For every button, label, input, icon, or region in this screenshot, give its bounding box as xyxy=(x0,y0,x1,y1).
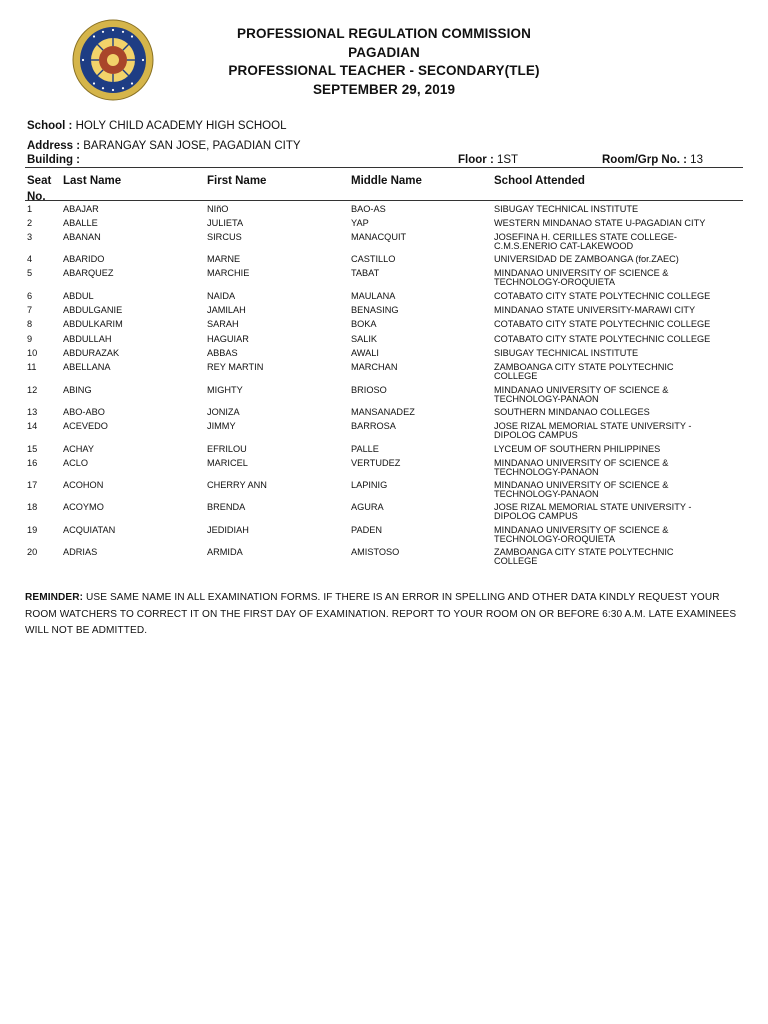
school-attended xyxy=(494,349,638,358)
reminder-label: REMINDER: xyxy=(25,592,84,603)
middle-name: PALLE xyxy=(351,444,379,454)
prc-seal-logo xyxy=(72,19,154,101)
school-line-1: JOSEFINA H. CERILLES STATE COLLEGE- xyxy=(494,232,677,242)
seat-no: 13 xyxy=(27,407,38,417)
floor-value: 1ST xyxy=(496,154,519,166)
exam-title: PROFESSIONAL TEACHER - SECONDARY(TLE) xyxy=(228,63,540,78)
seat-no: 20 xyxy=(27,547,38,557)
school-attended xyxy=(494,481,668,498)
school-line-2: COLLEGE xyxy=(494,555,538,566)
last-name: ABALLE xyxy=(63,218,98,228)
school-value: HOLY CHILD ACADEMY HIGH SCHOOL xyxy=(75,120,287,132)
last-name: ABARIDO xyxy=(63,254,105,264)
school-line-2: C.M.S.ENERIO CAT-LAKEWOOD xyxy=(494,240,634,251)
first-name: EFRILOU xyxy=(207,444,247,454)
school-attended xyxy=(494,503,691,520)
school-line-1: JOSE RIZAL MEMORIAL STATE UNIVERSITY - xyxy=(494,502,692,512)
header-rule xyxy=(25,167,743,168)
middle-name: YAP xyxy=(351,218,369,228)
school-line-2: TECHNOLOGY-PANAON xyxy=(494,488,599,499)
school-attended xyxy=(494,386,668,403)
first-name: MARNE xyxy=(207,254,241,264)
school-line-1: JOSE RIZAL MEMORIAL STATE UNIVERSITY - xyxy=(494,421,692,431)
seat-no: 11 xyxy=(27,362,37,372)
last-name: ADRIAS xyxy=(63,547,98,557)
first-name: BRENDA xyxy=(207,502,246,512)
school-line-1: MINDANAO UNIVERSITY OF SCIENCE & xyxy=(494,458,669,468)
school-attended xyxy=(494,422,691,439)
middle-name: LAPINIG xyxy=(351,480,388,490)
address-value: BARANGAY SAN JOSE, PAGADIAN CITY xyxy=(83,140,301,152)
col-school-header: School Attended xyxy=(494,175,585,187)
last-name: ABO-ABO xyxy=(63,407,105,417)
first-name: JIMMY xyxy=(207,421,236,431)
col-first-name-header: First Name xyxy=(207,175,267,187)
school-line xyxy=(27,120,286,132)
floor-line xyxy=(458,154,518,166)
school-attended xyxy=(494,526,668,543)
first-name: JAMILAH xyxy=(207,305,246,315)
last-name: ABDUL xyxy=(63,291,94,301)
middle-name: CASTILLO xyxy=(351,254,396,264)
first-name: ABBAS xyxy=(207,348,238,358)
first-name: NIñO xyxy=(207,204,229,214)
seat-no: 16 xyxy=(27,458,38,468)
middle-name: AGURA xyxy=(351,502,384,512)
first-name: MIGHTY xyxy=(207,385,243,395)
school-line-1: MINDANAO STATE UNIVERSITY-MARAWI CITY xyxy=(494,305,696,315)
school-attended xyxy=(494,548,674,565)
first-name: CHERRY ANN xyxy=(207,480,267,490)
middle-name: SALIK xyxy=(351,334,378,344)
first-name: SIRCUS xyxy=(207,232,242,242)
seat-no: 5 xyxy=(27,268,33,278)
school-attended xyxy=(494,205,638,214)
school-attended xyxy=(494,233,677,250)
school-attended xyxy=(494,459,668,476)
seat-no: 4 xyxy=(27,254,33,264)
middle-name: BOKA xyxy=(351,319,377,329)
first-name: MARCHIE xyxy=(207,268,250,278)
school-line-1: ZAMBOANGA CITY STATE POLYTECHNIC xyxy=(494,547,674,557)
middle-name: VERTUDEZ xyxy=(351,458,401,468)
seat-no: 17 xyxy=(27,480,38,490)
last-name: ABELLANA xyxy=(63,362,111,372)
middle-name: TABAT xyxy=(351,268,380,278)
seat-no: 10 xyxy=(27,348,38,358)
middle-name: BARROSA xyxy=(351,421,396,431)
middle-name: AWALI xyxy=(351,348,379,358)
exam-date: SEPTEMBER 29, 2019 xyxy=(312,81,456,97)
school-line-1: SOUTHERN MINDANAO COLLEGES xyxy=(494,407,650,417)
school-line-2: DIPOLOG CAMPUS xyxy=(494,429,578,440)
last-name: ABARQUEZ xyxy=(63,268,114,278)
address-line xyxy=(27,140,301,152)
seat-no: 6 xyxy=(27,291,33,301)
building-line xyxy=(27,154,80,166)
seat-no: 7 xyxy=(27,305,33,315)
school-line-2: TECHNOLOGY-OROQUIETA xyxy=(494,276,615,287)
school-line-1: WESTERN MINDANAO STATE U-PAGADIAN CITY xyxy=(494,218,706,228)
middle-name: MARCHAN xyxy=(351,362,398,372)
school-line-1: MINDANAO UNIVERSITY OF SCIENCE & xyxy=(494,268,669,278)
school-attended xyxy=(494,320,710,329)
last-name: ABING xyxy=(63,385,92,395)
seat-no: 19 xyxy=(27,525,38,535)
school-line-1: LYCEUM OF SOUTHERN PHILIPPINES xyxy=(494,444,661,454)
last-name: ACHAY xyxy=(63,444,94,454)
region-title: PAGADIAN xyxy=(348,44,420,60)
school-line-1: MINDANAO UNIVERSITY OF SCIENCE & xyxy=(494,385,669,395)
last-name: ABDULKARIM xyxy=(63,319,123,329)
first-name: ARMIDA xyxy=(207,547,243,557)
seat-no: 15 xyxy=(27,444,38,454)
last-name: ACOYMO xyxy=(63,502,104,512)
middle-name: BENASING xyxy=(351,305,399,315)
room-line xyxy=(602,154,703,166)
school-line-1: COTABATO CITY STATE POLYTECHNIC COLLEGE xyxy=(494,319,711,329)
school-line-1: COTABATO CITY STATE POLYTECHNIC COLLEGE xyxy=(494,334,711,344)
school-attended xyxy=(494,255,679,264)
school-line-2: TECHNOLOGY-PANAON xyxy=(494,466,599,477)
school-label: School : xyxy=(27,120,73,132)
school-line-1: MINDANAO UNIVERSITY OF SCIENCE & xyxy=(494,525,669,535)
room-value: 13 xyxy=(690,154,703,166)
first-name: MARICEL xyxy=(207,458,248,468)
column-rule xyxy=(25,200,743,201)
address-label: Address : xyxy=(27,140,81,152)
middle-name: MANSANADEZ xyxy=(351,407,415,417)
first-name: JONIZA xyxy=(207,407,240,417)
reminder-text: USE SAME NAME IN ALL EXAMINATION FORMS. IF THERE IS AN ERROR IN SPELLING AND OTHER DATA KINDLY REQUEST YOUR ROOM WATCHERS TO CORRECT IT ON THE FIRST DAY OF EXAMINATION. REPORT TO YOUR ROOM ON OR BEFORE 6:30 A.M. LATE EXAMINEES WILL NOT BE ADMITTED. xyxy=(25,592,737,636)
middle-name: MAULANA xyxy=(351,291,396,301)
first-name: JEDIDIAH xyxy=(207,525,249,535)
first-name: NAIDA xyxy=(207,291,236,301)
middle-name: PADEN xyxy=(351,525,382,535)
first-name: SARAH xyxy=(207,319,239,329)
middle-name: BRIOSO xyxy=(351,385,387,395)
school-line-1: ZAMBOANGA CITY STATE POLYTECHNIC xyxy=(494,362,674,372)
seat-no: 3 xyxy=(27,232,33,242)
middle-name: AMISTOSO xyxy=(351,547,400,557)
school-attended xyxy=(494,335,710,344)
school-line-2: DIPOLOG CAMPUS xyxy=(494,510,578,521)
first-name: REY MARTIN xyxy=(207,362,264,372)
last-name: ABAJAR xyxy=(63,204,99,214)
last-name: ABDURAZAK xyxy=(63,348,120,358)
school-line-2: TECHNOLOGY-PANAON xyxy=(494,393,599,404)
school-line-2: TECHNOLOGY-OROQUIETA xyxy=(494,533,615,544)
school-line-1: UNIVERSIDAD DE ZAMBOANGA (for.ZAEC) xyxy=(494,254,679,264)
seat-no: 14 xyxy=(27,421,38,431)
building-label: Building : xyxy=(27,154,81,166)
school-line-1: COTABATO CITY STATE POLYTECHNIC COLLEGE xyxy=(494,291,711,301)
seat-no: 9 xyxy=(27,334,33,344)
last-name: ACLO xyxy=(63,458,89,468)
seat-no: 12 xyxy=(27,385,38,395)
seat-no: 1 xyxy=(27,204,33,214)
document-header xyxy=(150,25,618,99)
col-seat-line1: Seat xyxy=(27,175,52,187)
col-middle-name-header: Middle Name xyxy=(351,175,422,187)
last-name: ABDULLAH xyxy=(63,334,112,344)
school-attended xyxy=(494,219,705,228)
last-name: ABDULGANIE xyxy=(63,305,123,315)
school-attended xyxy=(494,363,674,380)
school-line-1: SIBUGAY TECHNICAL INSTITUTE xyxy=(494,204,639,214)
last-name: ACOHON xyxy=(63,480,104,490)
school-line-1: MINDANAO UNIVERSITY OF SCIENCE & xyxy=(494,480,669,490)
seat-no: 8 xyxy=(27,319,33,329)
reminder-note xyxy=(25,590,737,640)
room-label: Room/Grp No. : xyxy=(602,154,687,166)
col-seat-line2: No. xyxy=(27,190,46,203)
first-name: HAGUIAR xyxy=(207,334,249,344)
school-attended xyxy=(494,408,650,417)
floor-label: Floor : xyxy=(458,154,494,166)
school-line-1: SIBUGAY TECHNICAL INSTITUTE xyxy=(494,348,639,358)
middle-name: BAO-AS xyxy=(351,204,386,214)
commission-title: PROFESSIONAL REGULATION COMMISSION xyxy=(237,26,531,41)
first-name: JULIETA xyxy=(207,218,244,228)
school-attended xyxy=(494,269,668,286)
last-name: ABANAN xyxy=(63,232,101,242)
middle-name: MANACQUIT xyxy=(351,232,407,242)
col-last-name-header: Last Name xyxy=(63,175,122,187)
last-name: ACEVEDO xyxy=(63,421,108,431)
school-line-2: COLLEGE xyxy=(494,370,538,381)
school-attended xyxy=(494,445,660,454)
seat-no: 18 xyxy=(27,502,38,512)
last-name: ACQUIATAN xyxy=(63,525,116,535)
school-attended xyxy=(494,306,695,315)
school-attended xyxy=(494,292,710,301)
seat-no: 2 xyxy=(27,218,33,228)
